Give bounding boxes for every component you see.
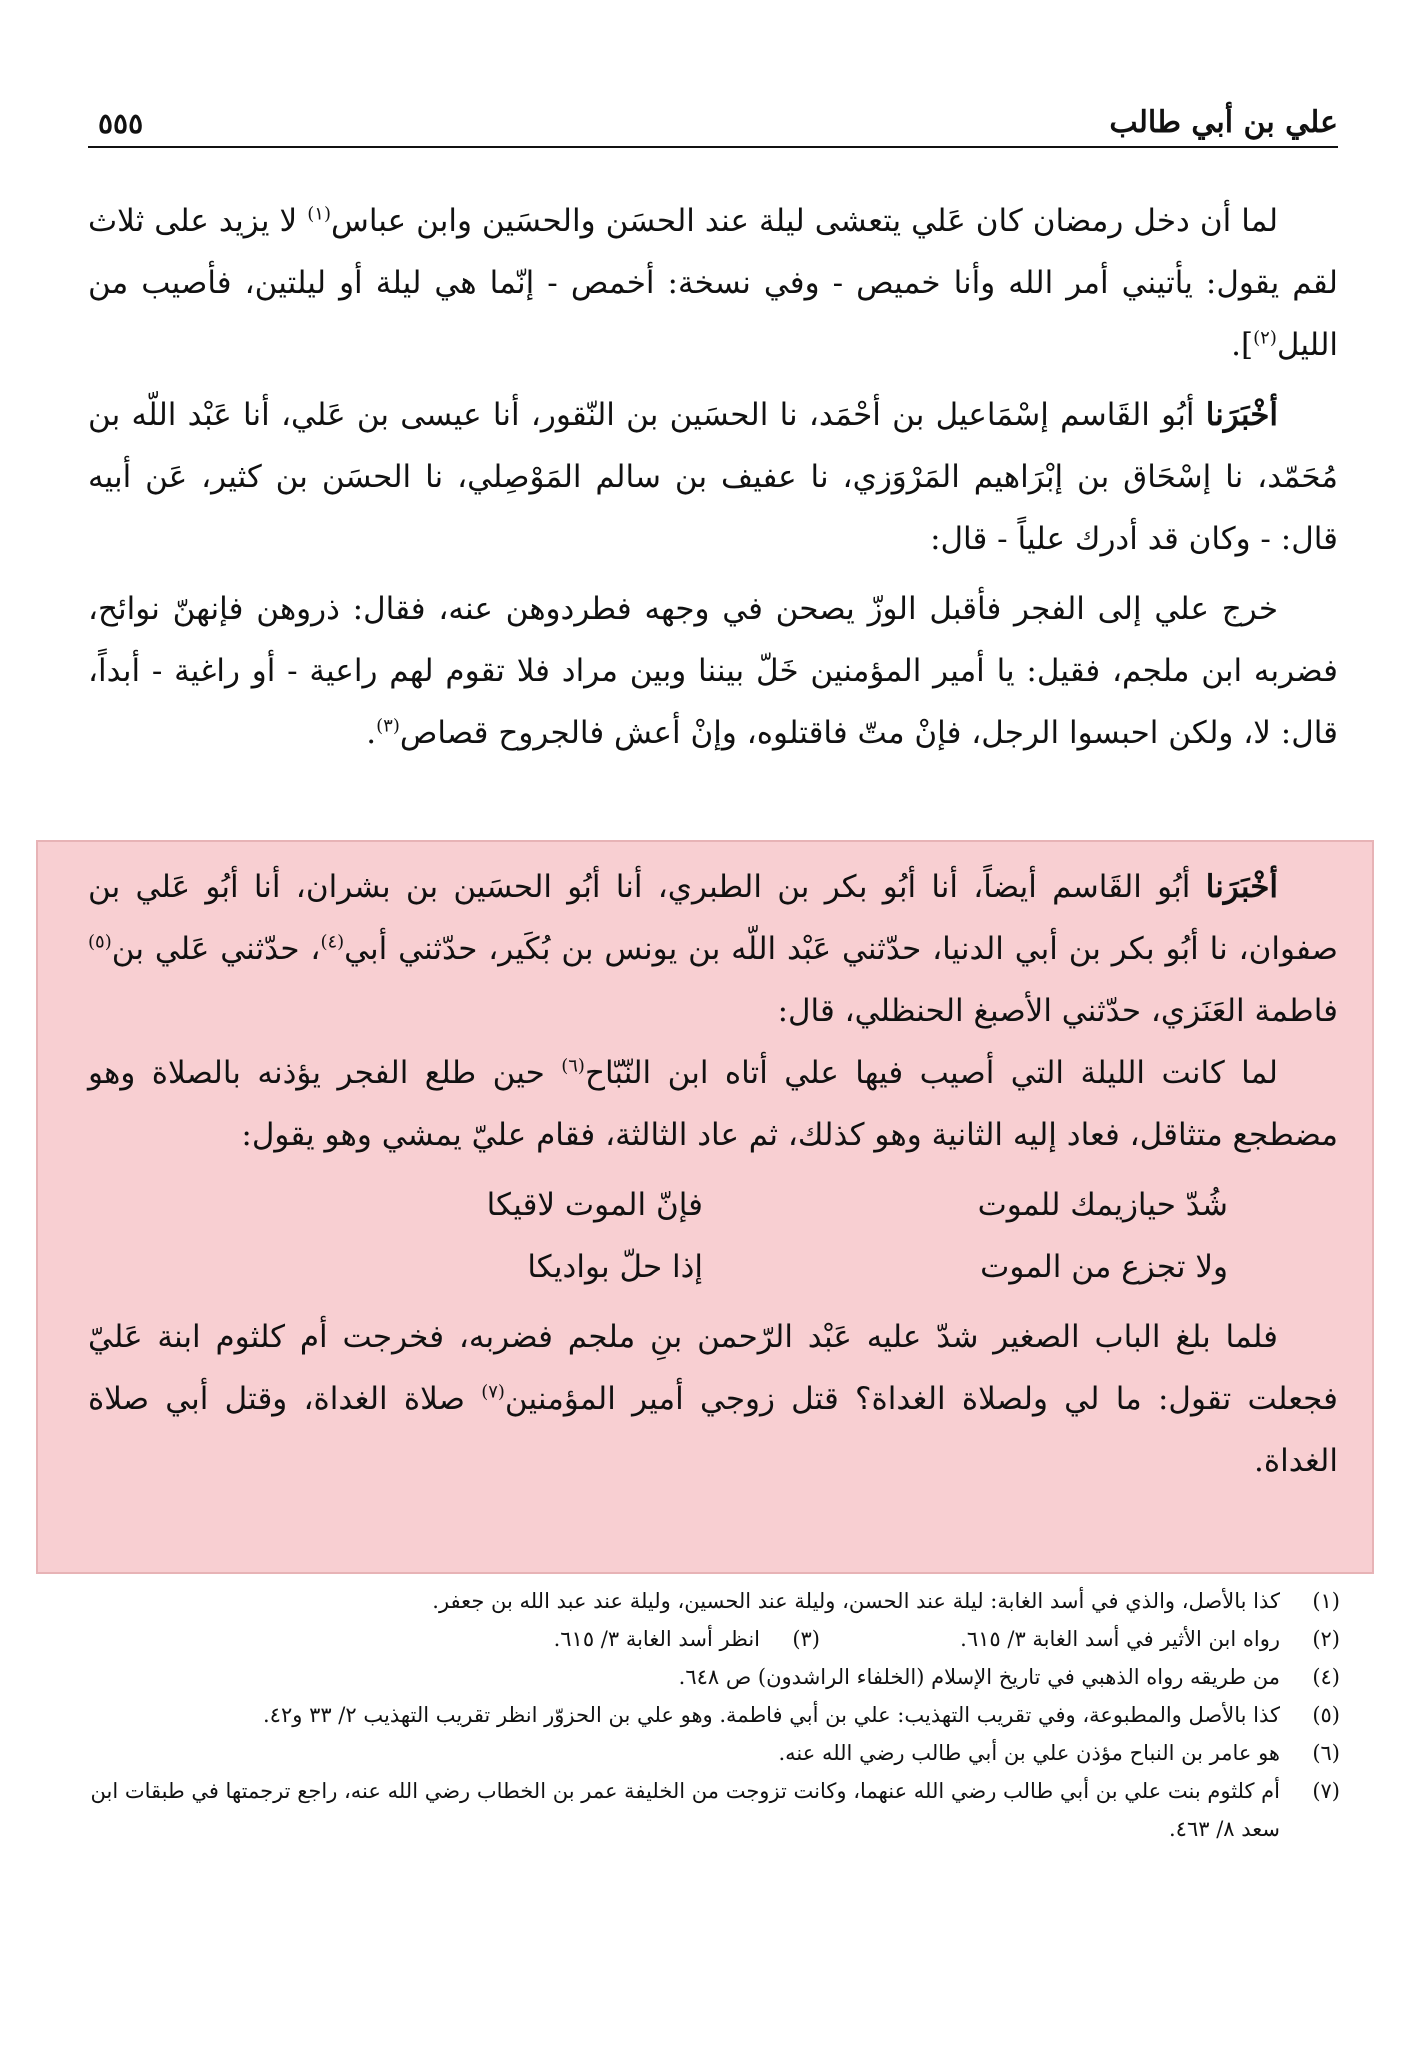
page-number: ٥٥٥ xyxy=(98,107,144,140)
footnotes xyxy=(70,1582,1340,1848)
footnote-ref-7: (٧) xyxy=(481,1381,505,1403)
poem-verses xyxy=(88,1174,1338,1298)
footnote-2: (٢) رواه ابن الأثير في أسد الغابة ٣/ ٦١٥. xyxy=(960,1627,1340,1651)
footnote-ref-3: (٣) xyxy=(376,715,400,737)
paragraph-3: خرج علي إلى الفجر فأقبل الوزّ يصحن في وجهه فطردوهن عنه، فقال: ذروهن فإنهنّ نوائح، فضربه ابن ملجم، فقيل: يا أمير المؤمنين خَلّ بيننا وبين مراد فلا تقوم لهم راعية - أو راغية - أبداً، قال: لا، ولكن احبسوا الرجل، فإنْ متّ فاقتلوه، وإنْ أعش فالجروح قصاص$^{(٣)}$. xyxy=(88,591,1338,751)
highlight-paragraph-2: لما كانت الليلة التي أصيب فيها علي أتاه ابن النّبّاح$^{(٦)}$ حين طلع الفجر يؤذنه بالصلاة وهو مضطجع متثاقل، فعاد إليه الثانية وهو كذلك، ثم عاد الثالثة، فقام عليّ يمشي وهو يقول: xyxy=(88,1055,1338,1153)
footnote-ref-4: (٤) xyxy=(320,931,345,953)
highlight-paragraph-1: أخْبَرَنا أبُو القَاسم أيضاً، أنا أبُو بكر بن الطبري، أنا أبُو الحسَين بن بشران، أنا أبُو عَلي بن صفوان، نا أبُو بكر بن أبي الدنيا، حدّثني عَبْد اللّه بن يونس بن بُكَير، حدّثني أبي$^{(٤)}$، حدّثني عَلي بن$^{(٥)}$ فاطمة العَنَزي، حدّثني الأصبغ الحنظلي، قال: xyxy=(88,869,1338,1029)
running-title: علي بن أبي طالب xyxy=(1109,105,1338,140)
footnote-5: (٥) كذا بالأصل والمطبوعة، وفي تقريب التهذيب: علي بن أبي فاطمة. وهو علي بن الحزوّر انظر تقريب التهذيب ٢/ ٣٣ و٤٢. xyxy=(262,1703,1340,1727)
paragraph-1: لما أن دخل رمضان كان عَلي يتعشى ليلة عند الحسَن والحسَين وابن عباس$^{(١)}$ لا يزيد على ثلاث لقم يقول: يأتيني أمر الله وأنا خميص - وفي نسخة: أخمص - إنّما هي ليلة أو ليلتين، فأصيب من الليل$^{(٢)}$]. xyxy=(88,203,1338,363)
poem-line-2-first-hemistich: ولا تجزع من الموت xyxy=(980,1249,1228,1285)
footnote-6: (٦) هو عامر بن النباح مؤذن علي بن أبي طالب رضي الله عنه. xyxy=(778,1741,1340,1765)
poem-line-1-second-hemistich: فإنّ الموت لاقيكا xyxy=(486,1187,703,1223)
main-text xyxy=(88,190,1338,764)
footnote-1: (١) كذا بالأصل، والذي في أسد الغابة: ليلة عند الحسن، وليلة عند الحسين، وليلة عند عبد الله بن جعفر. xyxy=(432,1589,1340,1613)
footnote-7: (٧) أم كلثوم بنت علي بن أبي طالب رضي الله عنهما، وكانت تزوجت من الخليفة عمر بن الخطاب رضي الله عنه، راجع ترجمتها في طبقات ابن سعد ٨/ ٤٦٣. xyxy=(90,1779,1340,1841)
poem-line-1-first-hemistich: شُدّ حيازيمك للموت xyxy=(977,1187,1228,1223)
footnote-row-2-3 xyxy=(70,1620,1340,1658)
footnote-3: (٣) انظر أسد الغابة ٣/ ٦١٥. xyxy=(553,1627,820,1651)
footnote-ref-2: (٢) xyxy=(1253,327,1277,349)
paragraph-2: أخْبَرَنا أبُو القَاسم إسْمَاعيل بن أحْمَد، نا الحسَين بن النّقور، أنا عيسى بن عَلي، أنا عَبْد اللّه بن مُحَمّد، نا إسْحَاق بن إبْرَاهيم المَرْوَزي، نا عفيف بن سالم المَوْصِلي، نا الحسَن بن كثير، عَن أبيه قال: - وكان قد أدرك علياً - قال: xyxy=(88,397,1338,557)
isnad-lead: أخْبَرَنا xyxy=(1205,869,1278,905)
footnote-ref-5: (٥) xyxy=(88,931,112,953)
poem-line-2-second-hemistich: إذا حلّ بواديكا xyxy=(527,1249,703,1285)
highlighted-passage xyxy=(88,856,1338,1492)
isnad-lead: أخْبَرَنا xyxy=(1205,397,1279,433)
highlight-paragraph-3: فلما بلغ الباب الصغير شدّ عليه عَبْد الرّحمن بنِ ملجم فضربه، فخرجت أم كلثوم ابنة عَليّ فجعلت تقول: ما لي ولصلاة الغداة؟ قتل زوجي أمير المؤمنين$^{(٧)}$ صلاة الغداة، وقتل أبي صلاة الغداة. xyxy=(88,1319,1339,1479)
footnote-ref-6: (٦) xyxy=(561,1055,585,1077)
footnote-ref-1: (١) xyxy=(307,203,331,225)
footnote-4: (٤) من طريقه رواه الذهبي في تاريخ الإسلام (الخلفاء الراشدون) ص ٦٤٨. xyxy=(678,1665,1340,1689)
page-header xyxy=(88,92,1338,148)
